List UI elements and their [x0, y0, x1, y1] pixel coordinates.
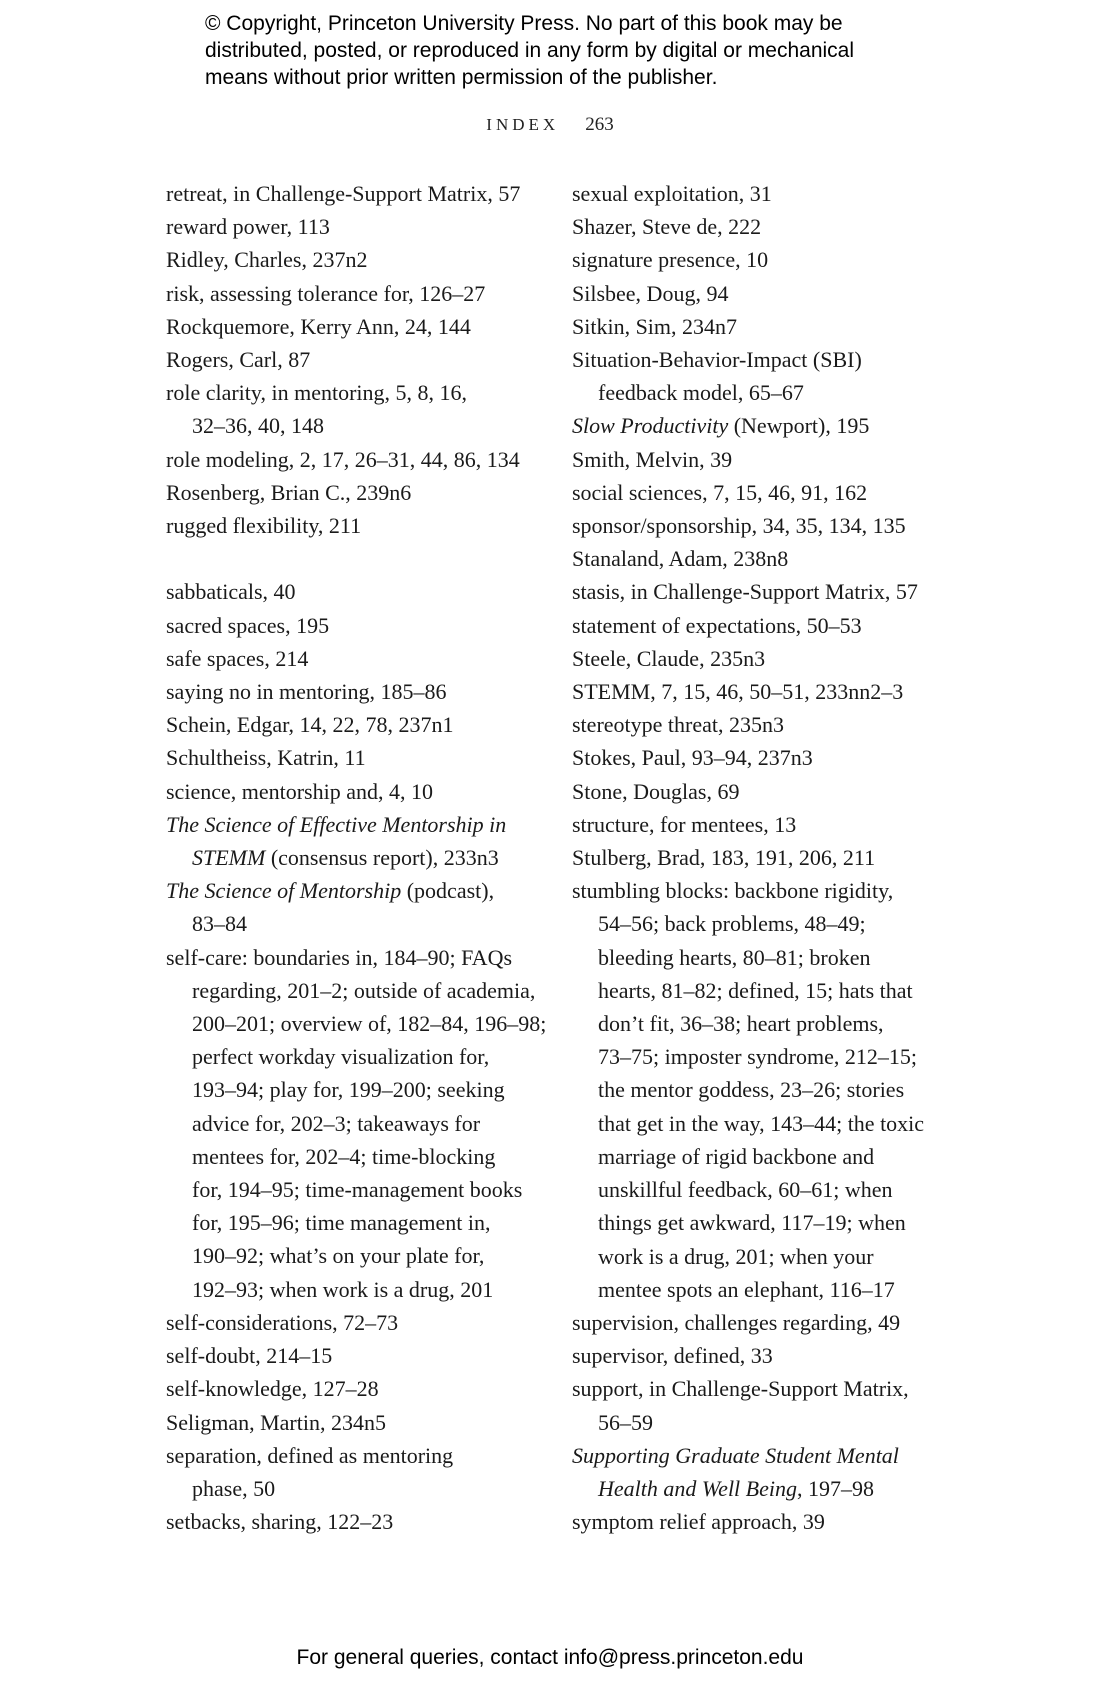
entry-locator: , 197–98 [797, 1475, 874, 1501]
index-entry: Schultheiss, Katrin, 11 [166, 745, 366, 771]
index-entry-continuation: 190–92; what’s on your plate for, [192, 1243, 485, 1269]
copyright-line: distributed, posted, or reproduced in any form by digital or mechanical [205, 39, 855, 62]
index-entry: science, mentorship and, 4, 10 [166, 778, 433, 804]
index-entry: supervision, challenges regarding, 49 [572, 1309, 901, 1335]
book-title: Slow Productivity [572, 413, 729, 439]
entry-locator: (Newport), 195 [728, 413, 870, 439]
index-entry: Steele, Claude, 235n3 [572, 645, 766, 671]
index-entry-continuation: regarding, 201–2; outside of academia, [192, 977, 536, 1003]
index-entry: support, in Challenge-Support Matrix, [572, 1376, 909, 1402]
index-entry: saying no in mentoring, 185–86 [166, 679, 447, 705]
index-entry-continuation: marriage of rigid backbone and [598, 1143, 875, 1169]
index-entry: symptom relief approach, 39 [572, 1509, 825, 1535]
entry-locator: (podcast), [401, 878, 495, 904]
index-entry-continuation: mentee spots an elephant, 116–17 [598, 1276, 895, 1302]
book-title: Supporting Graduate Student Mental [572, 1442, 899, 1468]
index-entry-continuation: 83–84 [192, 911, 247, 937]
index-entry [166, 808, 551, 841]
index-entry-continuation: 54–56; back problems, 48–49; [598, 911, 866, 937]
index-entry: role modeling, 2, 17, 26–31, 44, 86, 134 [166, 446, 520, 472]
podcast-title: The Science of Mentorship [166, 878, 402, 904]
index-entry: Sitkin, Sim, 234n7 [572, 313, 738, 339]
index-entry: safe spaces, 214 [166, 645, 309, 671]
index-entry-continuation: mentees for, 202–4; time-blocking [192, 1143, 496, 1169]
letter-group-gap [166, 542, 551, 575]
index-entry-continuation: 32–36, 40, 148 [192, 413, 324, 439]
index-entry: statement of expectations, 50–53 [572, 612, 862, 638]
index-entry-continuation: bleeding hearts, 80–81; broken [598, 944, 871, 970]
index-entry: sponsor/sponsorship, 34, 35, 134, 135 [572, 513, 906, 539]
index-entry: Stanaland, Adam, 238n8 [572, 546, 789, 572]
index-entry: rugged flexibility, 211 [166, 513, 362, 539]
index-entry-continuation: feedback model, 65–67 [598, 380, 804, 406]
index-column-right [572, 177, 972, 1538]
index-column-left [166, 177, 551, 1538]
index-entry-continuation: things get awkward, 117–19; when [598, 1210, 906, 1236]
index-entry: stumbling blocks: backbone rigidity, [572, 878, 894, 904]
index-entry [572, 1439, 972, 1472]
index-entry: Rockquemore, Kerry Ann, 24, 144 [166, 313, 471, 339]
index-entry-continuation: the mentor goddess, 23–26; stories [598, 1077, 905, 1103]
copyright-line: means without prior written permission of the publisher. [205, 66, 718, 89]
index-entry: risk, assessing tolerance for, 126–27 [166, 280, 486, 306]
index-entry-continuation: for, 194–95; time-management books [192, 1177, 523, 1203]
book-title: The Science of Effective Mentorship in [166, 811, 507, 837]
index-entry: supervisor, defined, 33 [572, 1343, 773, 1369]
index-entry: setbacks, sharing, 122–23 [166, 1509, 394, 1535]
index-entry: Stone, Douglas, 69 [572, 778, 740, 804]
index-entry-continuation [166, 841, 551, 874]
index-entry: signature presence, 10 [572, 247, 769, 273]
index-entry: retreat, in Challenge-Support Matrix, 57 [166, 181, 521, 206]
book-title: Health and Well Being [598, 1475, 797, 1501]
index-entry: Seligman, Martin, 234n5 [166, 1409, 386, 1435]
index-entry: self-considerations, 72–73 [166, 1309, 399, 1335]
index-entry-continuation: 200–201; overview of, 182–84, 196–98; [192, 1011, 547, 1037]
index-entry: Stulberg, Brad, 183, 191, 206, 211 [572, 845, 876, 871]
running-head [0, 114, 1100, 136]
index-entry [166, 874, 551, 907]
index-entry [572, 409, 972, 442]
index-entry-continuation: unskillful feedback, 60–61; when [598, 1177, 893, 1203]
index-entry-continuation: don’t fit, 36–38; heart problems, [598, 1011, 884, 1037]
index-entry: sabbaticals, 40 [166, 579, 296, 605]
index-entry: stereotype threat, 235n3 [572, 712, 784, 738]
page-number: 263 [585, 114, 614, 135]
index-entry: self-care: boundaries in, 184–90; FAQs [166, 944, 513, 970]
index-entry: reward power, 113 [166, 214, 330, 240]
index-entry-continuation: work is a drug, 201; when your [598, 1243, 874, 1269]
index-entry-continuation: that get in the way, 143–44; the toxic [598, 1110, 925, 1136]
index-entry: structure, for mentees, 13 [572, 811, 797, 837]
index-entry: Schein, Edgar, 14, 22, 78, 237n1 [166, 712, 454, 738]
index-entry: Ridley, Charles, 237n2 [166, 247, 368, 273]
running-head-label: INDEX [486, 115, 560, 134]
index-entry: sexual exploitation, 31 [572, 181, 772, 206]
index-entry-continuation: 73–75; imposter syndrome, 212–15; [598, 1044, 917, 1070]
index-entry: Stokes, Paul, 93–94, 237n3 [572, 745, 813, 771]
index-entry: separation, defined as mentoring [166, 1442, 454, 1468]
index-entry: Rosenberg, Brian C., 239n6 [166, 479, 412, 505]
index-entry: role clarity, in mentoring, 5, 8, 16, [166, 380, 468, 406]
index-entry: Situation-Behavior-Impact (SBI) [572, 347, 862, 373]
index-entry: Rogers, Carl, 87 [166, 347, 311, 373]
index-entry: social sciences, 7, 15, 46, 91, 162 [572, 479, 868, 505]
index-entry-continuation: 193–94; play for, 199–200; seeking [192, 1077, 505, 1103]
index-entry: Smith, Melvin, 39 [572, 446, 733, 472]
index-entry: Shazer, Steve de, 222 [572, 214, 762, 240]
index-entry-continuation: 192–93; when work is a drug, 201 [192, 1276, 494, 1302]
index-entry-continuation: perfect workday visualization for, [192, 1044, 490, 1070]
index-entry: self-knowledge, 127–28 [166, 1376, 379, 1402]
index-entry-continuation: 56–59 [598, 1409, 653, 1435]
index-entry-continuation: hearts, 81–82; defined, 15; hats that [598, 977, 913, 1003]
index-entry: self-doubt, 214–15 [166, 1343, 333, 1369]
index-entry-continuation: phase, 50 [192, 1475, 276, 1501]
footer-contact: For general queries, contact info@press.princeton.edu [296, 1646, 804, 1669]
index-entry: Silsbee, Doug, 94 [572, 280, 729, 306]
index-entry: STEMM, 7, 15, 46, 50–51, 233nn2–3 [572, 679, 904, 705]
copyright-notice [205, 10, 985, 91]
index-entry-continuation [572, 1472, 972, 1505]
copyright-line: © Copyright, Princeton University Press. No part of this book may be [205, 12, 843, 35]
book-title: STEMM [192, 845, 266, 871]
entry-locator: (consensus report), 233n3 [265, 845, 499, 871]
index-entry-continuation: for, 195–96; time management in, [192, 1210, 491, 1236]
index-entry: stasis, in Challenge-Support Matrix, 57 [572, 579, 918, 605]
index-entry: sacred spaces, 195 [166, 612, 330, 638]
index-entry-continuation: advice for, 202–3; takeaways for [192, 1110, 481, 1136]
